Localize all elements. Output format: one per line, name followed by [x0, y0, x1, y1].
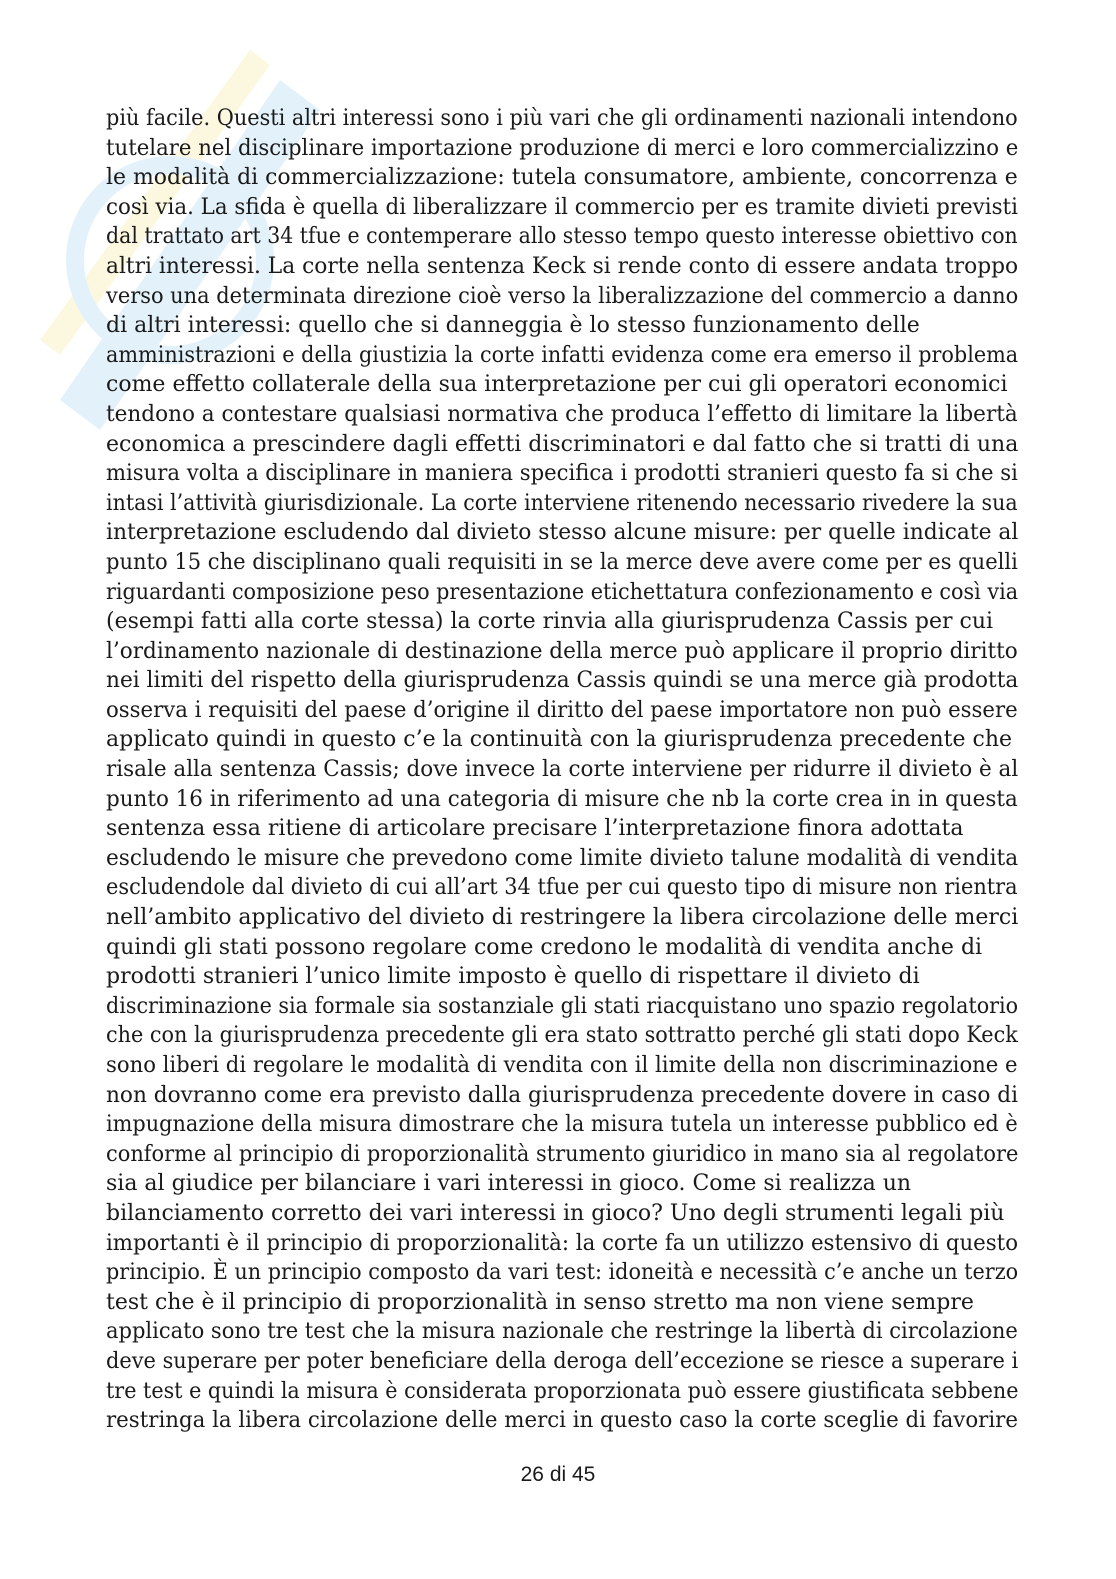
- text-line: altri interessi. La corte nella sentenza Keck si rende conto di essere andata troppo: [106, 253, 1019, 279]
- text-line: nell’ambito applicativo del divieto di restringere la libera circolazione delle merci: [106, 905, 1019, 931]
- text-line: economica a prescindere dagli effetti discriminatori e dal fatto che si tratti di una: [106, 431, 1019, 457]
- text-line: applicato quindi in questo c’e la continuità con la giurisprudenza precedente che: [106, 727, 1013, 753]
- text-line: nei limiti del rispetto della giurisprudenza Cassis quindi se una merce già prodotta: [106, 668, 1019, 694]
- text-line: impugnazione della misura dimostrare che la misura tutela un interesse pubblico ed è: [106, 1112, 1018, 1138]
- text-line: come effetto collaterale della sua interpretazione per cui gli operatori economici: [106, 372, 1008, 398]
- text-line: escludendo le misure che prevedono come limite divieto talune modalità di vendita: [106, 845, 1019, 871]
- text-line: deve superare per poter beneficiare della deroga dell’eccezione se riesce a superare i: [106, 1348, 1019, 1374]
- text-line: sono liberi di regolare le modalità di vendita con il limite della non discriminazione e: [106, 1053, 1018, 1078]
- text-line: l’ordinamento nazionale di destinazione della merce può applicare il proprio diritto: [106, 638, 1018, 664]
- text-line: che con la giurisprudenza precedente gli era stato sottratto perché gli stati dopo Keck: [106, 1023, 1018, 1049]
- text-line: bilanciamento corretto dei vari interessi in gioco? Uno degli strumenti legali più: [106, 1200, 1005, 1226]
- text-line: tre test e quindi la misura è considerata proporzionata può essere giustificata sebbene: [106, 1378, 1019, 1404]
- text-line: non dovranno come era previsto dalla giurisprudenza precedente dovere in caso di: [106, 1082, 1019, 1108]
- text-line: importanti è il principio di proporzionalità: la corte fa un utilizzo estensivo di questo: [106, 1230, 1019, 1256]
- document-body-text: [106, 104, 1018, 1436]
- text-line: escludendole dal divieto di cui all’art 34 tfue per cui questo tipo di misure non rientra: [106, 875, 1018, 901]
- text-line: restringa la libera circolazione delle merci in questo caso la corte sceglie di favorire: [106, 1408, 1018, 1434]
- text-line: applicato sono tre test che la misura nazionale che restringe la libertà di circolazione: [106, 1319, 1018, 1345]
- text-line: di altri interessi: quello che si danneggia è lo stesso funzionamento delle: [106, 313, 920, 339]
- text-line: tendono a contestare qualsiasi normativa che produca l’effetto di limitare la libertà: [106, 401, 1018, 427]
- text-line: risale alla sentenza Cassis; dove invece la corte interviene per ridurre il divieto è al: [106, 757, 1019, 783]
- text-line: tutelare nel disciplinare importazione produzione di merci e loro commercializzino e: [106, 135, 1019, 161]
- text-line: punto 16 in riferimento ad una categoria di misure che nb la corte crea in in questa: [106, 786, 1018, 812]
- text-line: conforme al principio di proporzionalità strumento giuridico in mano sia al regolatore: [106, 1141, 1019, 1167]
- text-line: intasi l’attività giurisdizionale. La corte interviene ritenendo necessario rivedere la sua: [106, 490, 1018, 516]
- text-line: discriminazione sia formale sia sostanziale gli stati riacquistano uno spazio regolatorio: [106, 993, 1019, 1019]
- page-number: 26 di 45: [520, 1463, 596, 1486]
- text-line: principio. È un principio composto da vari test: idoneità e necessità c’e anche un terzo: [106, 1260, 1019, 1286]
- text-line: dal trattato art 34 tfue e contemperare allo stesso tempo questo interesse obiettivo con: [106, 224, 1018, 250]
- text-line: verso una determinata direzione cioè verso la liberalizzazione del commercio a danno: [106, 283, 1019, 309]
- text-line: riguardanti composizione peso presentazione etichettatura confezionamento e così via: [106, 579, 1019, 605]
- text-line: quindi gli stati possono regolare come credono le modalità di vendita anche di: [106, 934, 983, 960]
- text-line: interpretazione escludendo dal divieto stesso alcune misure: per quelle indicate al: [106, 520, 1019, 546]
- text-line: prodotti stranieri l’unico limite imposto è quello di rispettare il divieto di: [106, 964, 920, 990]
- text-line: test che è il principio di proporzionalità in senso stretto ma non viene sempre: [106, 1289, 974, 1315]
- text-line: osserva i requisiti del paese d’origine il diritto del paese importatore non può essere: [106, 697, 1018, 723]
- text-line: (esempi fatti alla corte stessa) la corte rinvia alla giurisprudenza Cassis per cui: [106, 609, 994, 635]
- text-line: le modalità di commercializzazione: tutela consumatore, ambiente, concorrenza e: [106, 165, 1018, 191]
- text-line: più facile. Questi altri interessi sono i più vari che gli ordinamenti nazionali intendono: [106, 106, 1018, 131]
- text-line: amministrazioni e della giustizia la corte infatti evidenza come era emerso il problema: [106, 342, 1019, 368]
- text-line: così via. La sfida è quella di liberalizzare il commercio per es tramite divieti previsti: [106, 194, 1018, 220]
- text-line: misura volta a disciplinare in maniera specifica i prodotti stranieri questo fa si che si: [106, 461, 1018, 487]
- text-line: sia al giudice per bilanciare i vari interessi in gioco. Come si realizza un: [106, 1171, 912, 1197]
- text-line: punto 15 che disciplinano quali requisiti in se la merce deve avere come per es quelli: [106, 549, 1018, 575]
- text-line: sentenza essa ritiene di articolare precisare l’interpretazione finora adottata: [106, 816, 964, 842]
